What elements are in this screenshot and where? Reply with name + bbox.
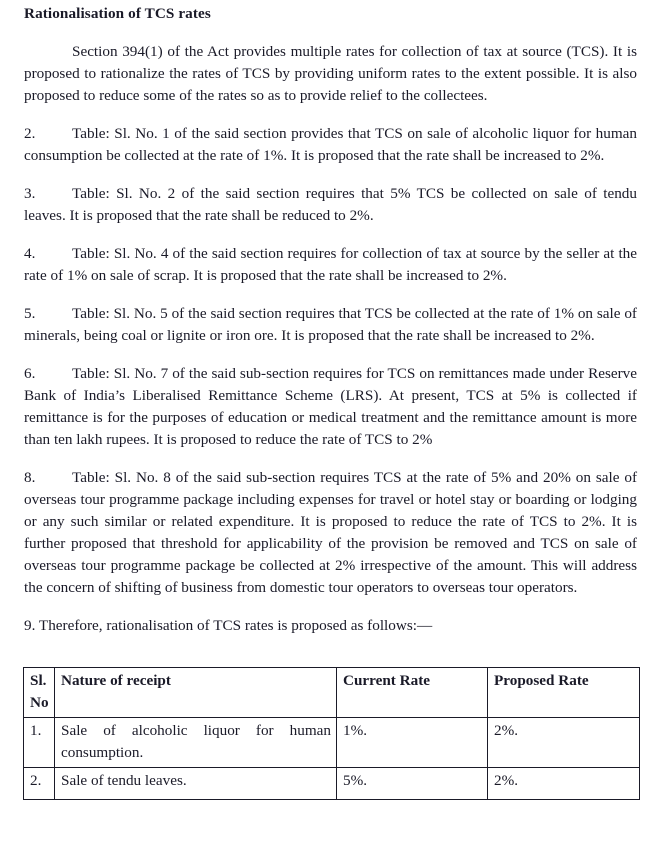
- column-header-proposed-rate: Proposed Rate: [488, 668, 640, 718]
- paragraph-9-closing: 9. Therefore, rationalisation of TCS rates is proposed as follows:—: [24, 617, 433, 634]
- paragraph-3-number: 3.: [24, 185, 36, 202]
- paragraph-4-text: Table: Sl. No. 4 of the said section requires for collection of tax at source by the seller at the rate of 1% on sale of scrap. It is proposed that the rate shall be increased to 2%.: [24, 245, 637, 284]
- paragraph-2: [24, 123, 637, 167]
- paragraph-5-number: 5.: [24, 305, 36, 322]
- cell-nature: Sale of alcoholic liquor for human consumption.: [55, 718, 337, 768]
- paragraph-intro: Section 394(1) of the Act provides multiple rates for collection of tax at source (TCS). It is proposed to rationalize the rates of TCS by providing uniform rates to the extent possible. It is also proposed to reduce some of the rates so as to provide relief to the collectees.: [24, 43, 637, 104]
- column-header-nature: Nature of receipt: [55, 668, 337, 718]
- paragraph-6-number: 6.: [24, 365, 36, 382]
- paragraph-2-text: Table: Sl. No. 1 of the said section provides that TCS on sale of alcoholic liquor for human consumption be collected at the rate of 1%. It is proposed that the rate shall be increased to 2%.: [24, 125, 637, 164]
- cell-current-rate: 5%.: [337, 768, 488, 800]
- cell-current-rate: 1%.: [337, 718, 488, 768]
- paragraph-2-number: 2.: [24, 125, 36, 142]
- paragraph-3: [24, 183, 637, 227]
- cell-sl-no: 1.: [24, 718, 55, 768]
- cell-proposed-rate: 2%.: [488, 768, 640, 800]
- paragraph-8-text: Table: Sl. No. 8 of the said sub-section requires TCS at the rate of 5% and 20% on sale of overseas tour programme package including expenses for travel or hotel stay or boarding or lodging or any such similar or related expenditure. It is proposed to reduce the rate of TCS to 2%. It is further proposed that threshold for applicability of the provision be removed and TCS on sale of overseas tour programme package be collected at 2% irrespective of the amount. This will address the concern of shifting of business from domestic tour operators to overseas tour operators.: [24, 469, 637, 596]
- page-title: Rationalisation of TCS rates: [24, 5, 211, 22]
- paragraph-4: [24, 243, 637, 287]
- paragraph-8: [24, 467, 637, 599]
- table-row: [24, 718, 640, 768]
- cell-proposed-rate: 2%.: [488, 718, 640, 768]
- paragraph-3-text: Table: Sl. No. 2 of the said section requires that 5% TCS be collected on sale of tendu leaves. It is proposed that the rate shall be reduced to 2%.: [24, 185, 637, 224]
- paragraph-6-text: Table: Sl. No. 7 of the said sub-section requires for TCS on remittances made under Reserve Bank of India’s Liberalised Remittance Scheme (LRS). At present, TCS at 5% is collected if remittance is for the purposes of education or medical treatment and the remittance amount is more than ten lakh rupees. It is proposed to reduce the rate of TCS to 2%: [24, 365, 637, 448]
- table-row: [24, 768, 640, 800]
- paragraph-5-text: Table: Sl. No. 5 of the said section requires that TCS be collected at the rate of 1% on sale of minerals, being coal or lignite or iron ore. It is proposed that the rate shall be increased to 2%.: [24, 305, 637, 344]
- paragraph-4-number: 4.: [24, 245, 36, 262]
- cell-nature: Sale of tendu leaves.: [55, 768, 337, 800]
- paragraph-6: [24, 363, 637, 451]
- paragraph-8-number: 8.: [24, 469, 36, 486]
- table-header-row: [24, 668, 640, 718]
- tcs-rates-table: [23, 667, 640, 800]
- column-header-current-rate: Current Rate: [337, 668, 488, 718]
- document-content: [24, 0, 637, 800]
- paragraph-5: [24, 303, 637, 347]
- column-header-sl-no: Sl. No: [24, 668, 55, 718]
- cell-sl-no: 2.: [24, 768, 55, 800]
